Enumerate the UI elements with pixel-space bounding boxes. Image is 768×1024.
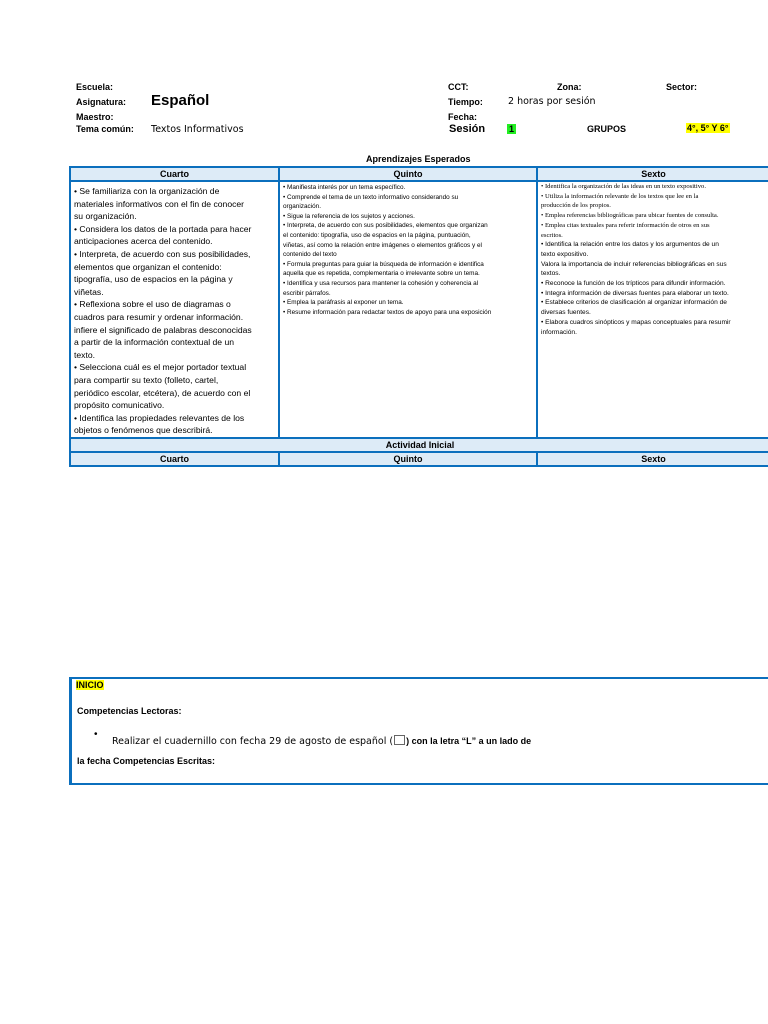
cuarto-line: para compartir su texto (folleto, cartel, xyxy=(74,374,219,385)
task-line xyxy=(112,731,531,749)
aprendizajes-table xyxy=(69,166,768,467)
actividad-col-sexto: Sexto xyxy=(537,452,768,466)
grupos-value: 4°, 5° Y 6° xyxy=(687,123,729,133)
sexto-line: • Reconoce la función de los trípticos para difundir información. xyxy=(541,280,726,288)
cuarto-line: • Interpreta, de acuerdo con sus posibilidades, xyxy=(74,248,251,259)
quinto-line: • Resume información para redactar textos de apoyo para una exposición xyxy=(283,308,492,316)
sexto-line: • Establece criterios de clasificación al organizar información de xyxy=(541,299,727,307)
task-text-part2: ) con la letra “L” a un lado de xyxy=(406,736,532,746)
col-header-sexto: Sexto xyxy=(537,167,768,181)
cuarto-line: su organización. xyxy=(74,211,137,222)
escuela-label: Escuela: xyxy=(76,82,114,92)
asignatura-label: Asignatura: xyxy=(76,97,127,107)
cuarto-line: • Reflexiona sobre el uso de diagramas o xyxy=(74,299,231,310)
sexto-line: Valora la importancia de incluir referencias bibliográficas en sus xyxy=(541,260,727,268)
quinto-line: • Sigue la referencia de los sujetos y acciones. xyxy=(283,212,415,220)
cuarto-cell xyxy=(70,181,279,438)
quinto-line: • Manifiesta interés por un tema específico. xyxy=(283,184,406,191)
task-text-part1: Realizar el cuadernillo con fecha 29 de agosto de español ( xyxy=(112,736,394,747)
actividad-inicial-header: Actividad Inicial xyxy=(70,438,768,452)
task-bullet: • xyxy=(94,729,98,740)
actividad-col-cuarto: Cuarto xyxy=(70,452,279,466)
fecha-label: Fecha: xyxy=(448,112,478,122)
cuarto-line: materiales informativos con el fin de conocer xyxy=(74,198,245,209)
quinto-line: • Identifica y usa recursos para mantener la cohesión y coherencia al xyxy=(283,279,479,287)
tiempo-value: 2 horas por sesión xyxy=(508,96,596,107)
maestro-label: Maestro: xyxy=(76,112,114,122)
book-icon xyxy=(394,735,405,745)
quinto-line: • Comprende el tema de un texto informativo considerando su xyxy=(283,193,459,201)
quinto-line: • Interpreta, de acuerdo con sus posibilidades, elementos que organizan xyxy=(283,222,488,230)
grupos-label: GRUPOS xyxy=(587,124,627,134)
cuarto-line: • Se familiariza con la organización de xyxy=(74,186,220,196)
task-line2: la fecha Competencias Escritas: xyxy=(77,756,216,766)
actividad-col-quinto: Quinto xyxy=(279,452,537,466)
col-header-cuarto: Cuarto xyxy=(70,167,279,181)
cuarto-line: • Selecciona cuál es el mejor portador textual xyxy=(74,362,247,373)
sector-label: Sector: xyxy=(666,82,698,92)
quinto-line: • Formula preguntas para guiar la búsqueda de información e identifica xyxy=(283,260,484,268)
col-header-quinto: Quinto xyxy=(279,167,537,181)
tiempo-label: Tiempo: xyxy=(448,97,483,107)
quinto-line: viñetas, así como la relación entre imágenes o elementos gráficos y el xyxy=(283,241,482,249)
sesion-label: Sesión xyxy=(449,123,486,135)
quinto-line: organización. xyxy=(283,203,322,211)
cuarto-line: cuadros para resumir y ordenar información. xyxy=(74,311,244,322)
cuarto-line: objetos o fenómenos que describirá. xyxy=(74,425,213,436)
sexto-line: información. xyxy=(541,328,577,336)
sexto-line: texto expositivo. xyxy=(541,250,589,258)
cuarto-line: anticipaciones acerca del contenido. xyxy=(74,236,213,247)
cuarto-line: a partir de la información contextual de un xyxy=(74,337,235,348)
sexto-line: • Emplea referencias bibliográficas para ubicar fuentes de consulta. xyxy=(541,212,719,220)
sexto-line: • Identifica la relación entre los datos y los argumentos de un xyxy=(541,241,719,249)
sexto-line: • Emplea citas textuales para referir información de otros en sus xyxy=(541,221,710,229)
quinto-cell xyxy=(279,181,537,438)
quinto-line: el contenido: tipografía, uso de espacios en la página, puntuación, xyxy=(283,231,471,239)
cuarto-line: • Identifica las propiedades relevantes de los xyxy=(74,412,245,423)
quinto-line: aquella que es repetida, complementaria o irrelevante sobre un tema. xyxy=(283,270,480,278)
sexto-line: • Integra información de diversas fuentes para elaborar un texto. xyxy=(541,289,729,297)
cuarto-line: tipografía, uso de espacios en la página y xyxy=(74,274,233,285)
cuarto-line: propósito comunicativo. xyxy=(74,400,165,411)
sexto-cell xyxy=(537,181,768,438)
aprendizajes-title: Aprendizajes Esperados xyxy=(366,154,471,164)
quinto-line: escribir párrafos. xyxy=(283,289,331,297)
sexto-line: escritos. xyxy=(541,231,563,239)
tema-value: Textos Informativos xyxy=(151,124,244,135)
cuarto-line: texto. xyxy=(74,349,96,360)
inicio-title: INICIO xyxy=(76,680,104,690)
sesion-value: 1 xyxy=(509,124,515,134)
sexto-line: producción de los propios. xyxy=(541,202,611,210)
competencias-lectoras-label: Competencias Lectoras: xyxy=(77,706,182,716)
cuarto-line: periódico escolar, etcétera), de acuerdo con el xyxy=(74,387,251,398)
tema-label: Tema común: xyxy=(76,124,134,134)
cuarto-line: • Considera los datos de la portada para hacer xyxy=(74,223,252,234)
inicio-box xyxy=(69,677,768,785)
quinto-line: • Emplea la paráfrasis al exponer un tema. xyxy=(283,299,404,307)
sexto-line: • Elabora cuadros sinópticos y mapas conceptuales para resumir xyxy=(541,318,731,326)
quinto-line: contenido del texto xyxy=(283,251,337,259)
cct-label: CCT: xyxy=(448,82,469,92)
zona-label: Zona: xyxy=(557,82,582,92)
cuarto-line: viñetas. xyxy=(74,286,104,297)
sexto-line: textos. xyxy=(541,270,561,278)
asignatura-value: Español xyxy=(151,92,210,109)
sexto-line: diversas fuentes. xyxy=(541,309,591,317)
sexto-line: • Identifica la organización de las ideas en un texto expositivo. xyxy=(541,183,706,190)
cuarto-line: infiere el significado de palabras desconocidas xyxy=(74,324,252,335)
cuarto-line: elementos que organizan el contenido: xyxy=(74,261,222,272)
sexto-line: • Utiliza la información relevante de los textos que lee en la xyxy=(541,192,699,200)
